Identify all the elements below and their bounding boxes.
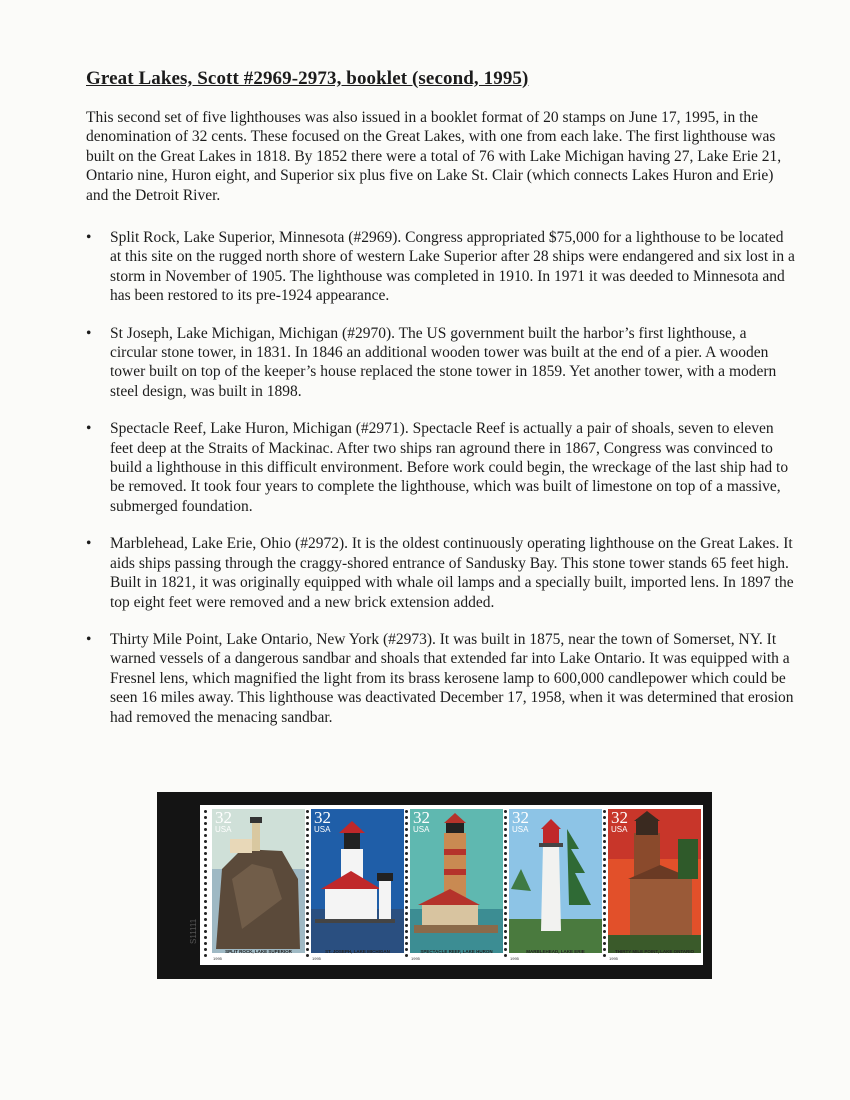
perforation-hole [405, 936, 408, 939]
perforation-hole [306, 948, 309, 951]
perforation-hole [504, 846, 507, 849]
denomination: 32 [611, 809, 628, 827]
perforation-hole [306, 852, 309, 855]
perforation-hole [603, 864, 606, 867]
perforation-hole [504, 858, 507, 861]
list-item-st-joseph [86, 324, 796, 402]
list-item-text: Thirty Mile Point, Lake Ontario, New York (#2973). It was built in 1875, near the town of Somerset, NY. It warned vessels of a dangerous sandbar and shoals that extended far into Lake Ontario. It was equipped with a Fresnel lens, which magnified the light from its brass kerosene lamp to 600,000 candlepower which could be seen 16 miles away. This lighthouse was deactivated December 17, 1958, when it was determined that erosion had removed the menacing sandbar. [110, 630, 794, 726]
perforation-hole [204, 816, 207, 819]
perforation-hole [306, 828, 309, 831]
perforation-hole [504, 888, 507, 891]
perforation-hole [204, 870, 207, 873]
perforation-hole [504, 924, 507, 927]
perforation-hole [405, 924, 408, 927]
perforation-hole [504, 942, 507, 945]
perforation-hole [504, 882, 507, 885]
perforation-hole [204, 852, 207, 855]
perforation-hole [504, 852, 507, 855]
perforation-hole [405, 828, 408, 831]
perforation-hole [306, 810, 309, 813]
perforation-hole [306, 834, 309, 837]
stamp-year: 1995 [312, 956, 321, 961]
perforation-hole [603, 870, 606, 873]
perforation-hole [405, 840, 408, 843]
perforation-hole [306, 846, 309, 849]
perforation-hole [204, 882, 207, 885]
perforation-hole [405, 876, 408, 879]
perforation-hole [504, 828, 507, 831]
stamp-spectacle-reef [410, 809, 503, 953]
perforation-hole [306, 906, 309, 909]
perforation-hole [405, 864, 408, 867]
country-name: USA [215, 825, 232, 834]
perforation-hole [306, 870, 309, 873]
perforation-hole [504, 834, 507, 837]
perforation-column [603, 810, 607, 960]
page-title: Great Lakes, Scott #2969-2973, booklet (second, 1995) [86, 68, 529, 89]
perforation-hole [504, 840, 507, 843]
stamp-caption: THIRTY MILE POINT, LAKE ONTARIO [614, 949, 695, 954]
perforation-hole [306, 882, 309, 885]
perforation-hole [204, 876, 207, 879]
perforation-hole [306, 864, 309, 867]
perforation-hole [603, 822, 606, 825]
perforation-hole [204, 954, 207, 957]
perforation-hole [504, 906, 507, 909]
perforation-hole [306, 900, 309, 903]
perforation-hole [504, 894, 507, 897]
denomination: 32 [512, 809, 529, 827]
bullet-marker: • [86, 324, 92, 342]
perforation-hole [603, 888, 606, 891]
perforation-hole [405, 852, 408, 855]
perforation-hole [603, 846, 606, 849]
perforation-hole [204, 810, 207, 813]
list-item-text: Marblehead, Lake Erie, Ohio (#2972). It is the oldest continuously operating lighthouse on the Great Lakes. It aids ships passing through the craggy-shored entrance of Sandusky Bay. This stone tower stands 65 feet high. Built in 1821, it was originally equipped with whale oil lamps and a specially built, imported lens. In 1897 the top eight feet were removed and a new brick extension added. [110, 535, 794, 611]
perforation-hole [204, 828, 207, 831]
list-item-marblehead [86, 534, 796, 612]
stamp-year: 1995 [609, 956, 618, 961]
stamp-marblehead [509, 809, 602, 953]
list-item-text: St Joseph, Lake Michigan, Michigan (#2970). The US government built the harbor’s first lighthouse, a circular stone tower, in 1831. In 1846 an additional wooden tower was built at the end of a pier. A wooden tower built on top of the keeper’s house replaced the stone tower in 1859. Yet another tower, with a modern steel design, was built in 1898. [110, 324, 777, 400]
perforation-hole [204, 906, 207, 909]
perforation-hole [603, 840, 606, 843]
perforation-hole [504, 918, 507, 921]
perforation-hole [204, 942, 207, 945]
perforation-hole [504, 948, 507, 951]
perforation-column [504, 810, 508, 960]
perforation-hole [405, 900, 408, 903]
perforation-hole [306, 918, 309, 921]
stamp-caption: SPLIT ROCK, LAKE SUPERIOR [225, 949, 292, 954]
perforation-hole [504, 816, 507, 819]
denomination: 32 [215, 809, 232, 827]
perforation-hole [603, 918, 606, 921]
country-name: USA [512, 825, 529, 834]
perforation-hole [306, 894, 309, 897]
perforation-hole [204, 840, 207, 843]
perforation-hole [603, 900, 606, 903]
stamp-caption: ST. JOSEPH, LAKE MICHIGAN [325, 949, 390, 954]
perforation-hole [603, 930, 606, 933]
perforation-hole [204, 924, 207, 927]
perforation-hole [204, 822, 207, 825]
perforation-hole [603, 942, 606, 945]
perforation-hole [504, 900, 507, 903]
perforation-hole [603, 852, 606, 855]
perforation-hole [504, 930, 507, 933]
perforation-hole [504, 954, 507, 957]
perforation-hole [405, 906, 408, 909]
perforation-hole [204, 912, 207, 915]
perforation-hole [204, 864, 207, 867]
country-name: USA [314, 825, 331, 834]
perforation-hole [504, 822, 507, 825]
perforation-hole [204, 900, 207, 903]
perforation-hole [603, 912, 606, 915]
perforation-hole [405, 846, 408, 849]
perforation-hole [504, 876, 507, 879]
stamp-year: 1995 [510, 956, 519, 961]
bullet-marker: • [86, 535, 92, 553]
perforation-hole [405, 816, 408, 819]
perforation-hole [306, 816, 309, 819]
perforation-hole [603, 810, 606, 813]
perforation-hole [405, 834, 408, 837]
bullet-marker: • [86, 420, 92, 438]
perforation-hole [504, 912, 507, 915]
country-name: USA [611, 825, 628, 834]
bullet-marker: • [86, 229, 92, 246]
perforation-hole [204, 846, 207, 849]
stamp-split-rock [212, 809, 305, 953]
perforation-hole [603, 882, 606, 885]
perforation-hole [603, 894, 606, 897]
stamp-year: 1995 [213, 956, 222, 961]
perforation-hole [405, 954, 408, 957]
perforation-hole [603, 954, 606, 957]
perforation-hole [204, 894, 207, 897]
perforation-hole [405, 882, 408, 885]
perforation-hole [603, 858, 606, 861]
perforation-hole [504, 870, 507, 873]
perforation-hole [204, 930, 207, 933]
perforation-hole [405, 912, 408, 915]
stamp-year: 1995 [411, 956, 420, 961]
list-item-text: Spectacle Reef, Lake Huron, Michigan (#2971). Spectacle Reef is actually a pair of shoals, seven to eleven feet deep at the Straits of Mackinac. After two ships ran aground there in 1867, Congress was convinced to build a lighthouse in this difficult environment. Before work could begin, the wreckage of the last ship had to be removed. It took four years to complete the lighthouse, which was built of limestone on top of a massive, submerged foundation. [110, 420, 789, 515]
bullet-marker: • [86, 630, 92, 648]
perforation-hole [405, 948, 408, 951]
perforation-column [204, 810, 208, 960]
perforation-hole [306, 936, 309, 939]
perforation-hole [306, 924, 309, 927]
perforation-hole [204, 936, 207, 939]
stamp-caption: MARBLEHEAD, LAKE ERIE [526, 949, 585, 954]
list-item-text: Split Rock, Lake Superior, Minnesota (#2969). Congress appropriated $75,000 for a lighthouse to be located at this site on the rugged north shore of western Lake Superior after 28 ships were endangered and six lost in a storm in November of 1905. The lighthouse was completed in 1910. In 1971 it was deeded to Minnesota and has been restored to its pre-1924 appearance. [110, 229, 795, 305]
perforation-hole [603, 834, 606, 837]
perforation-hole [405, 930, 408, 933]
perforation-hole [204, 918, 207, 921]
perforation-column [306, 810, 310, 960]
perforation-hole [405, 810, 408, 813]
perforation-hole [504, 864, 507, 867]
perforation-hole [204, 888, 207, 891]
perforation-hole [405, 918, 408, 921]
intro-paragraph: This second set of five lighthouses was also issued in a booklet format of 20 stamps on June 17, 1995, in the denomination of 32 cents. These focused on the Great Lakes, with one from each lake. The first lighthouse was built on the Great Lakes in 1818. By 1852 there were a total of 76 with Lake Michigan having 27, Lake Erie 21, Ontario nine, Huron eight, and Superior six plus five on Lake St. Clair (which connects Lakes Huron and Erie) and the Detroit River. [86, 109, 782, 204]
perforation-hole [204, 948, 207, 951]
perforation-hole [306, 876, 309, 879]
perforation-hole [603, 906, 606, 909]
stamp-st-joseph [311, 809, 404, 953]
perforation-hole [405, 888, 408, 891]
denomination: 32 [314, 809, 331, 827]
perforation-hole [504, 936, 507, 939]
stamp-caption: SPECTACLE REEF, LAKE HURON [420, 949, 493, 954]
country-name: USA [413, 825, 430, 834]
denomination: 32 [413, 809, 430, 827]
stamp-thirty-mile-point [608, 809, 701, 953]
perforation-hole [306, 822, 309, 825]
perforation-hole [204, 834, 207, 837]
perforation-hole [603, 948, 606, 951]
perforation-hole [405, 858, 408, 861]
perforation-hole [504, 810, 507, 813]
perforation-hole [603, 936, 606, 939]
perforation-hole [306, 840, 309, 843]
perforation-hole [204, 858, 207, 861]
perforation-hole [603, 816, 606, 819]
lighthouse-list [86, 228, 796, 745]
perforation-hole [603, 828, 606, 831]
perforation-hole [306, 954, 309, 957]
perforation-hole [306, 912, 309, 915]
perforation-hole [306, 930, 309, 933]
perforation-hole [405, 870, 408, 873]
perforation-hole [405, 822, 408, 825]
plate-number: S11111 [189, 918, 198, 944]
perforation-hole [405, 942, 408, 945]
perforation-hole [306, 858, 309, 861]
perforation-hole [603, 924, 606, 927]
perforation-hole [306, 888, 309, 891]
list-item-split-rock [86, 228, 796, 306]
perforation-hole [306, 942, 309, 945]
perforation-hole [603, 876, 606, 879]
perforation-hole [405, 894, 408, 897]
perforation-column [405, 810, 409, 960]
list-item-thirty-mile-point [86, 630, 796, 727]
list-item-spectacle-reef [86, 419, 796, 516]
